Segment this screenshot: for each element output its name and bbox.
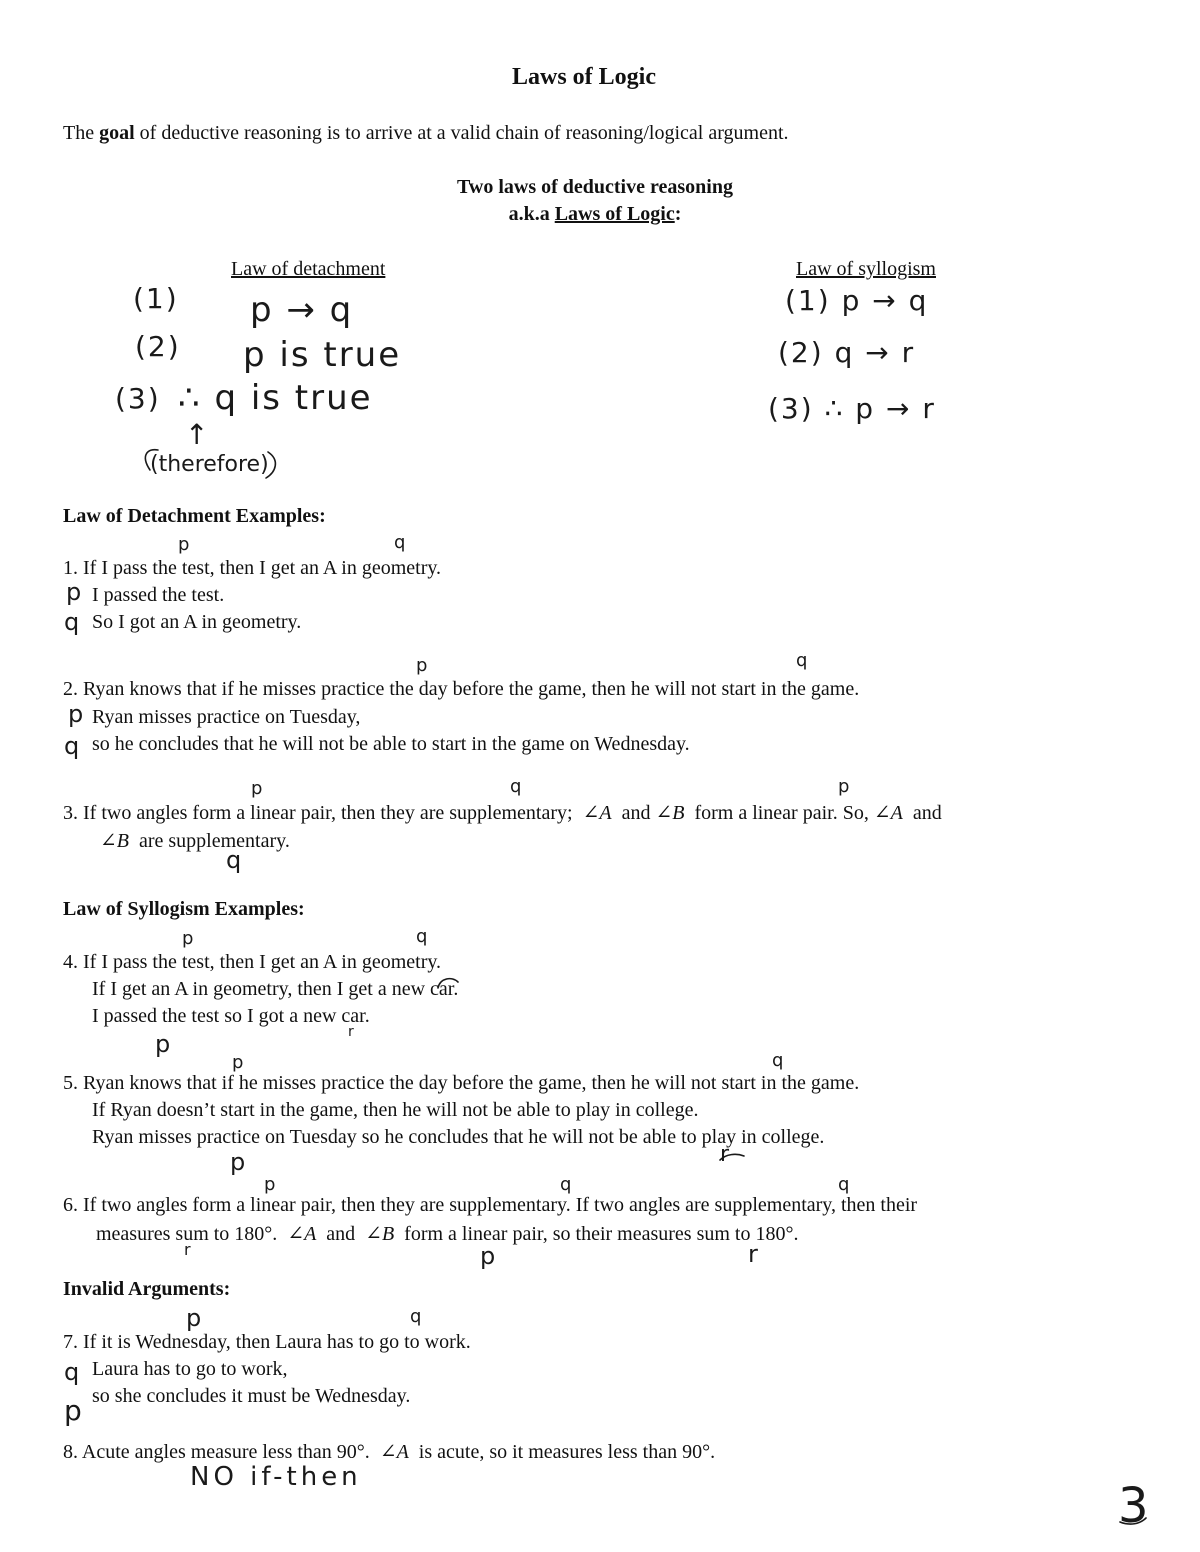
syllogism-step1: (1) p → q (785, 284, 929, 317)
example3-text-a: 3. If two angles form a linear pair, then they are supplementary; (63, 802, 573, 824)
law-of-detachment-heading: Law of detachment (231, 258, 386, 280)
handwritten-q: q (510, 776, 522, 797)
law-of-syllogism-heading: Law of syllogism (796, 258, 936, 280)
example6-text-b: form a linear pair, so their measures sum to 180°. (404, 1223, 799, 1245)
handwritten-p: p (416, 655, 428, 676)
intro-goal-word: goal (99, 122, 135, 144)
detachment-step3-statement: ∴ q is true (178, 378, 373, 418)
example1-line2: I passed the test. (92, 584, 225, 606)
detachment-examples-heading: Law of Detachment Examples: (63, 505, 326, 527)
handwritten-p: p (251, 778, 263, 799)
example1-line1: 1. If I pass the test, then I get an A in geometry. (63, 557, 442, 579)
angle-a-symbol: ∠A (873, 802, 903, 824)
subheading-line2 (395, 203, 795, 226)
handwritten-p: p (480, 1242, 498, 1270)
handwritten-q: q (394, 532, 406, 553)
example7-line2: Laura has to go to work, (92, 1358, 288, 1380)
example6-line2 (96, 1221, 799, 1246)
angle-b-symbol: ∠B (365, 1223, 395, 1245)
example6-and: and (326, 1223, 356, 1245)
example3-line1 (63, 800, 942, 825)
handwritten-p: p (838, 776, 850, 797)
handwritten-q: q (560, 1174, 572, 1195)
handwritten-p: p (178, 534, 190, 555)
subheading-colon: : (674, 203, 682, 225)
handwritten-q: q (772, 1050, 784, 1071)
example8-text-b: is acute, so it measures less than 90°. (418, 1441, 716, 1463)
handwritten-q: q (226, 846, 244, 874)
angle-a-symbol: ∠A (379, 1441, 409, 1463)
example2-line3: so he concludes that he will not be able to start in the game on Wednesday. (92, 733, 690, 755)
therefore-arrow: ↑ (185, 418, 211, 451)
handwritten-p: p (64, 1394, 84, 1427)
angle-b-symbol: ∠B (655, 802, 685, 824)
angle-b-symbol: ∠B (100, 830, 129, 852)
invalid-arguments-heading: Invalid Arguments: (63, 1278, 231, 1300)
handwritten-q: q (410, 1306, 422, 1327)
detachment-step3-number: (3) (115, 382, 161, 415)
example5-line3: Ryan misses practice on Tuesday so he concludes that he will not be able to play in college. (92, 1126, 825, 1148)
example3-text-b: form a linear pair. So, (694, 802, 869, 824)
subheading-aka: a.k.a (508, 203, 555, 225)
syllogism-step3: (3) ∴ p → r (768, 392, 936, 425)
syllogism-step2: (2) q → r (778, 336, 916, 369)
handwritten-r: r (184, 1240, 191, 1259)
handwritten-q: q (838, 1174, 850, 1195)
example1-line3: So I got an A in geometry. (92, 611, 302, 633)
handwritten-p: p (182, 928, 194, 949)
therefore-note: (therefore) (150, 452, 269, 477)
detachment-step2-number: (2) (135, 330, 181, 363)
detachment-step1-number: (1) (133, 282, 179, 315)
example2-line2: Ryan misses practice on Tuesday, (92, 706, 361, 728)
example2-line1: 2. Ryan knows that if he misses practice the day before the game, then he will not start in the game. (63, 678, 860, 700)
page-number: 3 (1118, 1478, 1149, 1534)
intro-pre: The (63, 122, 100, 144)
handwritten-q: q (64, 1358, 82, 1386)
example3-and: and (912, 802, 942, 824)
handwritten-p: p (66, 578, 84, 606)
detachment-step2-statement: p is true (243, 335, 402, 375)
handwritten-no-if-then-note: NO if-then (190, 1462, 362, 1492)
intro-post: of deductive reasoning is to arrive at a valid chain of reasoning/logical argument. (134, 122, 789, 144)
page-title: Laws of Logic (512, 64, 656, 90)
handwritten-q: q (416, 926, 428, 947)
handwritten-q: q (64, 732, 82, 760)
detachment-step1-statement: p → q (250, 290, 354, 330)
subheading-line1: Two laws of deductive reasoning (457, 176, 733, 198)
handwritten-q: q (64, 608, 82, 636)
handwritten-p: p (155, 1030, 173, 1058)
example4-line2: If I get an A in geometry, then I get a new car. (92, 978, 459, 1000)
intro-paragraph (63, 122, 789, 145)
example6-text-a: measures sum to 180°. (96, 1223, 278, 1245)
angle-a-symbol: ∠A (582, 802, 612, 824)
example7-line1: 7. If it is Wednesday, then Laura has to go to work. (63, 1331, 471, 1353)
example3-line2 (100, 828, 290, 853)
example5-line1: 5. Ryan knows that if he misses practice the day before the game, then he will not start in the game. (63, 1072, 860, 1094)
handwritten-r: r (720, 1142, 732, 1167)
handwritten-p: p (186, 1304, 204, 1332)
example4-line3: I passed the test so I got a new car. (92, 1005, 370, 1027)
example8-text-a: 8. Acute angles measure less than 90°. (63, 1441, 370, 1463)
example3-text-c: are supplementary. (138, 830, 290, 852)
example5-line2: If Ryan doesn’t start in the game, then he will not be able to play in college. (92, 1099, 699, 1121)
handwritten-r: r (748, 1240, 760, 1268)
handwritten-p: p (232, 1052, 244, 1073)
example8-line (63, 1439, 715, 1464)
angle-a-symbol: ∠A (287, 1223, 317, 1245)
handwritten-r: r (348, 1024, 354, 1040)
example3-and: and (621, 802, 651, 824)
syllogism-examples-heading: Law of Syllogism Examples: (63, 898, 305, 920)
example7-line3: so she concludes it must be Wednesday. (92, 1385, 411, 1407)
handwritten-p: p (68, 700, 86, 728)
handwritten-q: q (796, 650, 808, 671)
handwritten-p: p (230, 1148, 248, 1176)
handwritten-p: p (264, 1174, 276, 1195)
subheading-laws-of-logic: Laws of Logic (554, 203, 675, 225)
example4-line1: 4. If I pass the test, then I get an A in geometry. (63, 951, 442, 973)
example6-line1: 6. If two angles form a linear pair, then they are supplementary. If two angles are supplementary, then their (63, 1194, 918, 1216)
